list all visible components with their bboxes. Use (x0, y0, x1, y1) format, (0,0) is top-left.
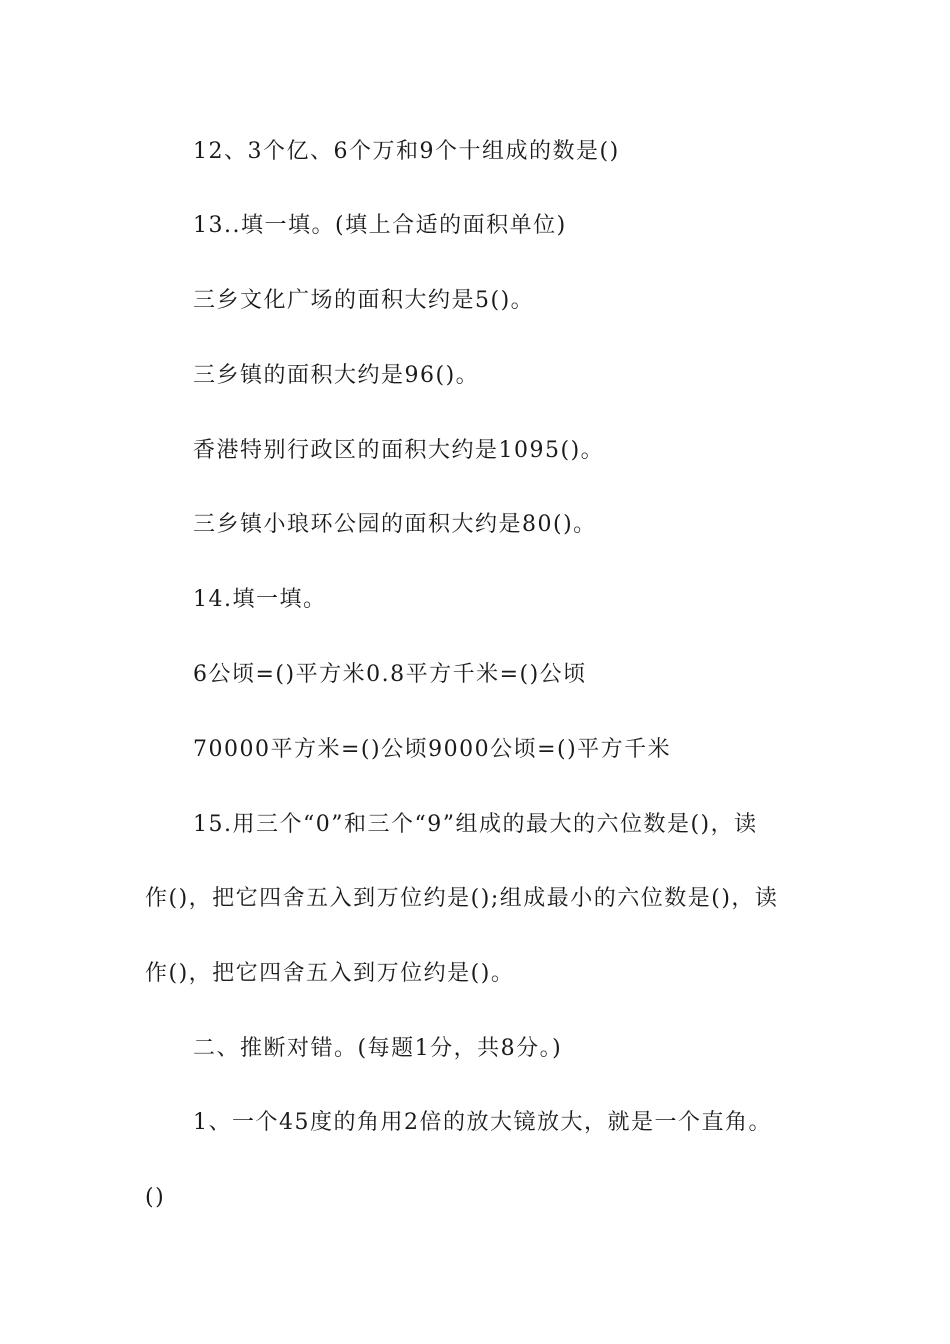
question-14-heading: 14.填一填。 (193, 587, 327, 612)
question-12: 12、3个亿、6个万和9个十组成的数是() (193, 139, 620, 164)
judge-question-1: 1、一个45度的角用2倍的放大镜放大，就是一个直角。 (193, 1110, 772, 1135)
question-13-item-2: 三乡镇的面积大约是96()。 (193, 363, 480, 388)
question-13-heading: 13..填一填。(填上合适的面积单位) (193, 213, 567, 238)
section-2-heading: 二、推断对错。(每题1分，共8分。) (193, 1036, 563, 1061)
question-13-item-3: 香港特别行政区的面积大约是1095()。 (193, 438, 605, 463)
question-13-item-4: 三乡镇小琅环公园的面积大约是80()。 (193, 512, 597, 537)
question-14-line-2: 70000平方米=()公顷9000公顷=()平方千米 (193, 737, 672, 762)
question-15-line-2: 作()，把它四舍五入到万位约是();组成最小的六位数是()，读 (145, 886, 779, 911)
question-15-line-1: 15.用三个“0”和三个“9”组成的最大的六位数是()，读 (193, 812, 758, 837)
question-13-item-1: 三乡文化广场的面积大约是5()。 (193, 288, 535, 313)
question-14-line-1: 6公顷=()平方米0.8平方千米=()公顷 (193, 662, 587, 687)
judge-question-1-answer: () (145, 1185, 166, 1210)
question-15-line-3: 作()，把它四舍五入到万位约是()。 (145, 961, 515, 986)
